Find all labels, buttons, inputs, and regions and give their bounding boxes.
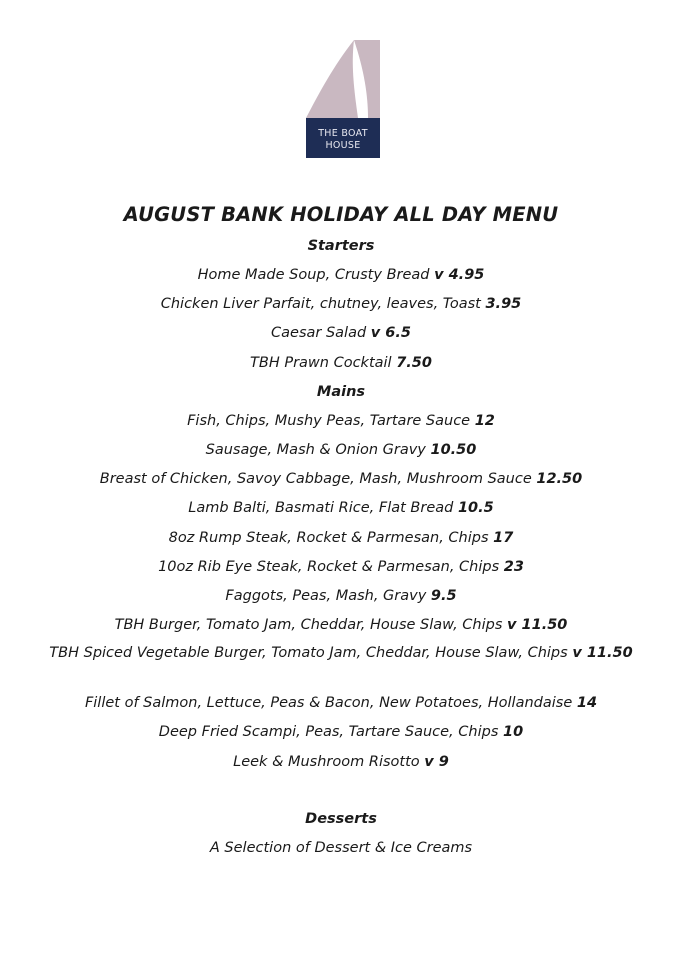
item-price: 10.50 [430, 441, 477, 458]
item-name: 10oz Rib Eye Steak, Rocket & Parmesan, Chips [158, 558, 500, 575]
item-price: 12 [474, 412, 495, 429]
menu-item [0, 553, 682, 582]
menu-item [0, 582, 682, 611]
item-price: 10 [503, 724, 524, 741]
item-name: Chicken Liver Parfait, chutney, leaves, Toast [160, 296, 481, 313]
item-name: Faggots, Peas, Mash, Gravy [225, 587, 427, 604]
logo-line-2: HOUSE [325, 140, 361, 151]
item-name: Lamb Balti, Basmati Rice, Flat Bread [188, 500, 454, 517]
section-spacer [0, 777, 682, 805]
item-price: 14 [576, 695, 598, 712]
menu-title: AUGUST BANK HOLIDAY ALL DAY MENU [123, 203, 559, 226]
menu-item [0, 436, 682, 465]
item-price: 10.5 [457, 500, 494, 517]
menu-item [0, 465, 682, 494]
section-heading-starters: Starters [307, 238, 375, 254]
item-price: 12.50 [536, 471, 583, 488]
section-heading-mains: Mains [316, 383, 366, 400]
item-price: v 11.50 [507, 617, 568, 634]
item-name: Fish, Chips, Mushy Peas, Tartare Sauce [187, 412, 471, 429]
menu-item [0, 261, 682, 290]
item-price: 3.95 [485, 296, 522, 313]
boat-house-logo [306, 40, 380, 158]
item-price: v 4.95 [434, 267, 485, 283]
item-price: 9.5 [430, 587, 457, 604]
logo-text [306, 128, 380, 152]
item-name: TBH Burger, Tomato Jam, Cheddar, House Slaw, Chips [114, 617, 503, 634]
menu-item [0, 349, 682, 378]
menu-item [0, 319, 682, 348]
item-name: Caesar Salad [271, 325, 367, 342]
item-name: Fillet of Salmon, Lettuce, Peas & Bacon, New Potatoes, Hollandaise [84, 695, 573, 712]
item-name: Leek & Mushroom Risotto [233, 753, 420, 770]
logo-line-1: THE BOAT [318, 128, 368, 139]
item-name: A Selection of Dessert & Ice Creams [209, 839, 473, 856]
item-price: 7.50 [396, 354, 432, 371]
item-price: v 9 [424, 753, 449, 770]
item-name: Breast of Chicken, Savoy Cabbage, Mash, Mushroom Sauce [99, 471, 532, 488]
menu-item [0, 524, 682, 553]
item-name: TBH Spiced Vegetable Burger, Tomato Jam, Cheddar, House Slaw, Chips [49, 645, 568, 662]
item-price: 17 [493, 529, 514, 546]
menu-item [0, 748, 682, 777]
item-price: v 11.50 [572, 645, 633, 662]
menu-item [0, 834, 682, 863]
item-name: 8oz Rump Steak, Rocket & Parmesan, Chips [168, 529, 489, 546]
item-price: v 6.5 [370, 325, 411, 342]
menu-item [0, 290, 682, 319]
menu-body [0, 202, 682, 863]
menu-item [0, 718, 682, 747]
menu-item [0, 494, 682, 523]
item-price: 23 [503, 558, 524, 575]
item-name: Deep Fried Scampi, Peas, Tartare Sauce, Chips [158, 724, 499, 741]
item-name: Home Made Soup, Crusty Bread [197, 267, 430, 283]
menu-item [0, 611, 682, 640]
item-name: TBH Prawn Cocktail [250, 354, 392, 371]
menu-item [0, 407, 682, 436]
section-heading-desserts: Desserts [305, 810, 377, 827]
menu-item [41, 640, 641, 689]
menu-item [0, 689, 682, 718]
item-name: Sausage, Mash & Onion Gravy [205, 441, 426, 458]
